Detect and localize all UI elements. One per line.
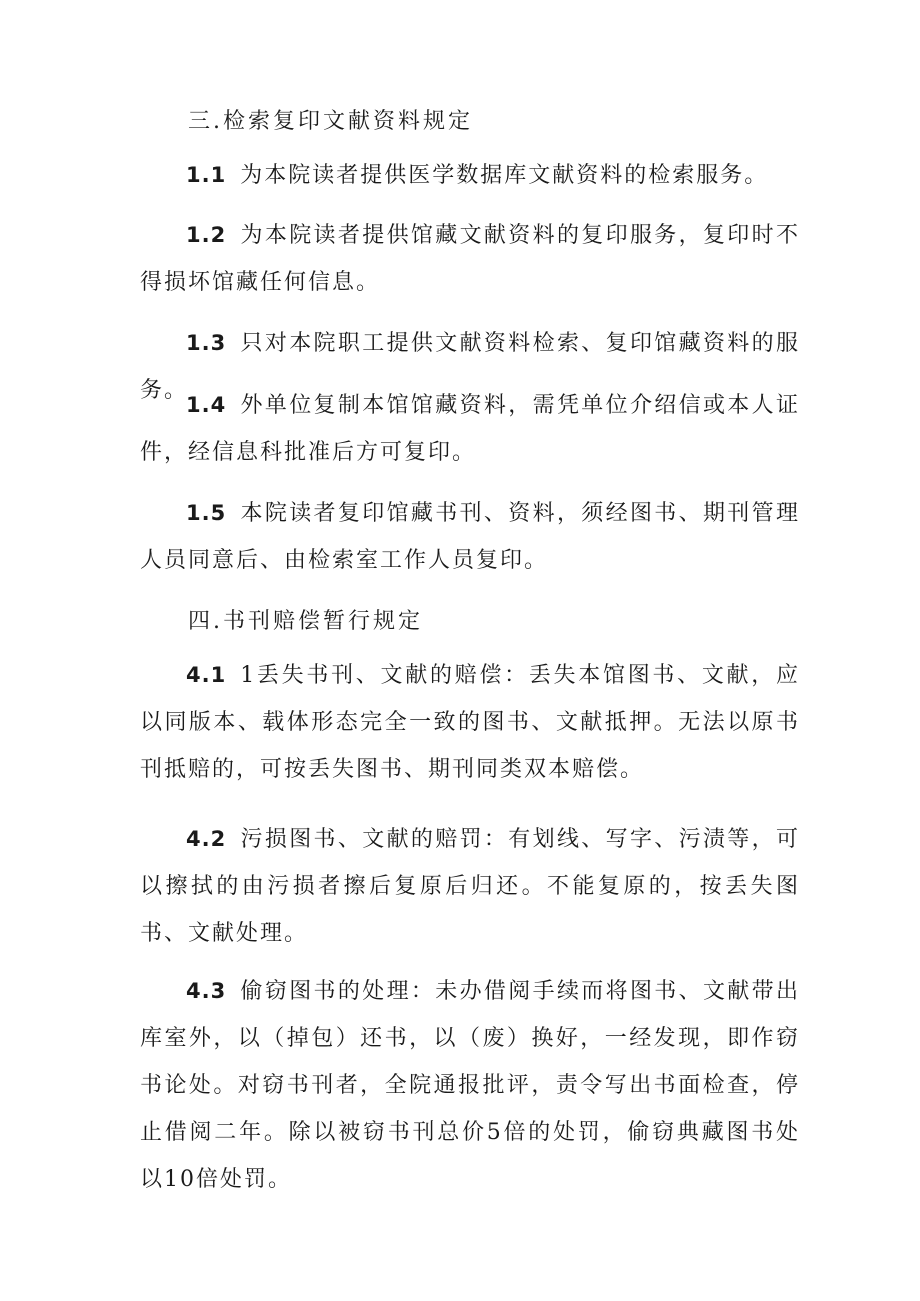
clause-text: 污损图书、文献的赔罚：有划线、写字、污渍等，可以擦拭的由污损者擦后复原后归还。不能复原的，按丢失图书、文献处理。 <box>140 827 800 946</box>
clause-text: 为本院读者提供馆藏文献资料的复印服务，复印时不得损坏馆藏任何信息。 <box>140 223 800 295</box>
clause-number: 1.3 <box>186 331 227 355</box>
clause-text: 偷窃图书的处理：未办借阅手续而将图书、文献带出库室外，以（掉包）还书，以（废）换好，一经发现，即作窃书论处。对窃书刊者，全院通报批评，责令写出书面检查，停止借阅二年。除以被窃书刊总价5倍的处罚，偷窃典藏图书处以10倍处罚。 <box>140 979 800 1192</box>
clause-1-4 <box>140 382 800 476</box>
section-3-heading: 三.检索复印文献资料规定 <box>188 109 473 134</box>
clause-number: 1.1 <box>186 163 227 187</box>
clause-text: 外单位复制本馆馆藏资料，需凭单位介绍信或本人证件，经信息科批准后方可复印。 <box>140 393 800 465</box>
clause-number: 4.3 <box>186 979 227 1003</box>
clause-text: 为本院读者提供医学数据库文献资料的检索服务。 <box>240 163 769 188</box>
clause-text: 本院读者复印馆藏书刊、资料，须经图书、期刊管理人员同意后、由检索室工作人员复印。 <box>140 501 800 573</box>
clause-number: 1.2 <box>186 223 227 247</box>
clause-1-5 <box>140 490 800 584</box>
section-4-heading: 四.书刊赔偿暂行规定 <box>188 609 423 634</box>
clause-number: 4.2 <box>186 827 227 851</box>
clause-number: 1.5 <box>186 501 227 525</box>
clause-number: 4.1 <box>186 663 227 687</box>
clause-1-2 <box>140 212 800 306</box>
clause-text: 只对本院职工提供文献资料检索、复印馆藏资料的服务。 <box>140 331 800 403</box>
clause-1-1 <box>140 152 800 199</box>
clause-4-1 <box>140 652 800 793</box>
clause-4-2 <box>140 816 800 957</box>
clause-text: 1丢失书刊、文献的赔偿：丢失本馆图书、文献，应以同版本、载体形态完全一致的图书、文献抵押。无法以原书刊抵赔的，可按丢失图书、期刊同类双本赔偿。 <box>140 663 800 782</box>
clause-number: 1.4 <box>186 393 227 417</box>
clause-4-3 <box>140 968 800 1203</box>
